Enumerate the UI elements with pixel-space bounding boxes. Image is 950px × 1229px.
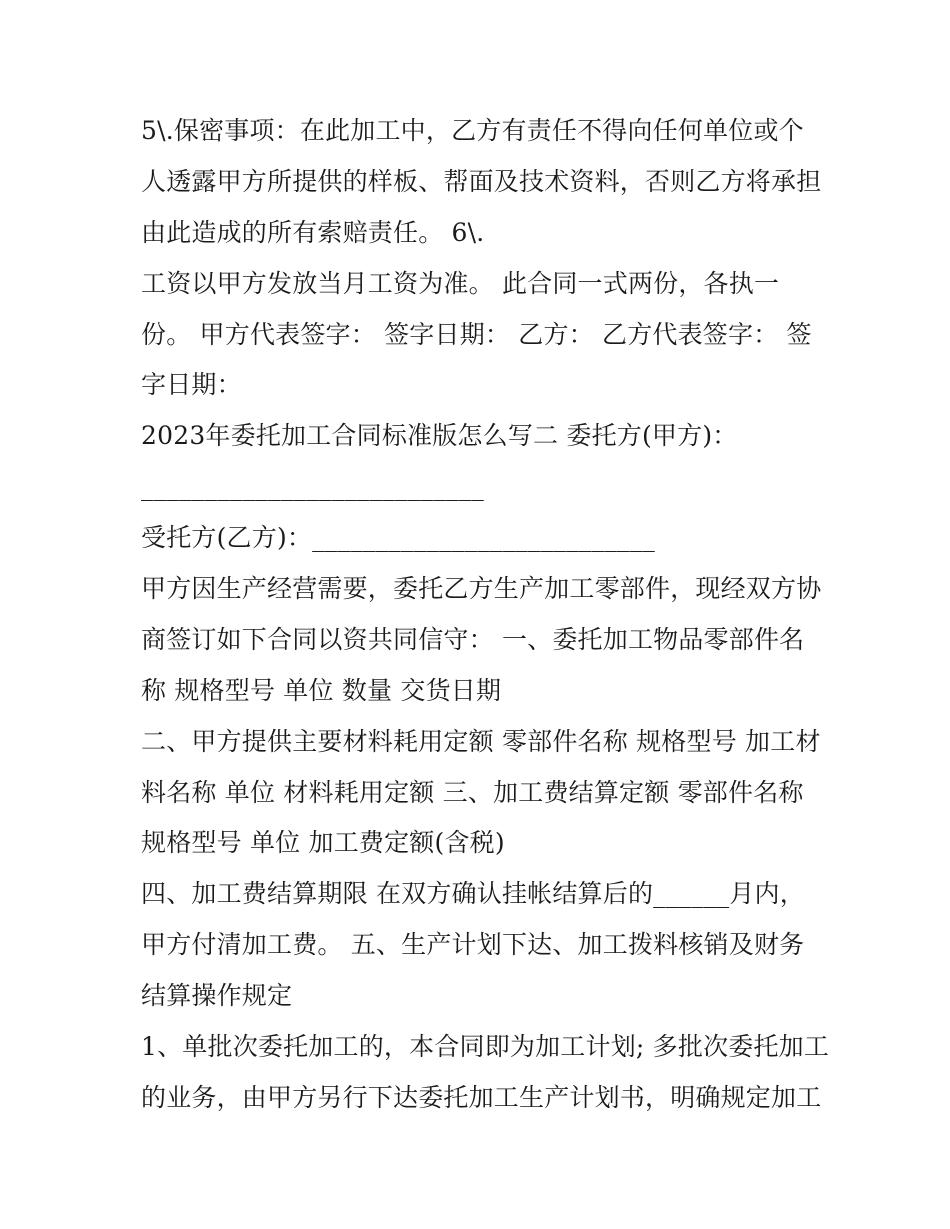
text-line-4: 工资以甲方发放当月工资为准。 此合同一式两份，各执一 [141,268,780,298]
text-line-10: 甲方因生产经营需要，委托乙方生产加工零部件，现经双方协 [141,574,822,604]
text-line-19: 1、单批次委托加工的，本合同即为加工计划; 多批次委托加工 [141,1032,830,1062]
text-line-6: 字日期： [141,370,242,400]
text-line-5: 份。 甲方代表签字： 签字日期： 乙方： 乙方代表签字： 签 [141,319,812,349]
text-line-1: 5\.保密事项：在此加工中，乙方有责任不得向任何单位或个 [141,116,804,145]
text-line-3: 由此造成的所有索赔责任。 6\. [141,217,485,247]
document-body [141,106,830,1124]
text-line-11: 商签订如下合同以资共同信守： 一、委托加工物品零部件名 [141,624,805,654]
text-line-16: 四、加工费结算期限 在双方确认挂帐结算后的______月内， [141,879,805,909]
text-line-17: 甲方付清加工费。 五、生产计划下达、加工拨料核销及财务 [141,930,805,960]
text-line-18: 结算操作规定 [141,981,293,1011]
text-line-15: 规格型号 单位 加工费定额(含税) [141,828,505,858]
text-line-13: 二、甲方提供主要材料耗用定额 零部件名称 规格型号 加工材 [141,726,821,756]
text-line-14: 料名称 单位 材料耗用定额 三、加工费结算定额 零部件名称 [141,777,804,807]
party-a-blank-line: ___________________________ [141,472,484,502]
text-line-20: 的业务，由甲方另行下达委托加工生产计划书，明确规定加工 [141,1082,822,1112]
contract-title-line: 2023年委托加工合同标准版怎么写二 委托方(甲方)： [141,421,738,451]
text-line-2: 人透露甲方所提供的样板、帮面及技术资料，否则乙方将承担 [141,166,822,196]
text-line-12: 称 规格型号 单位 数量 交货日期 [141,675,502,705]
party-b-line: 受托方(乙方)：___________________________ [141,523,656,553]
